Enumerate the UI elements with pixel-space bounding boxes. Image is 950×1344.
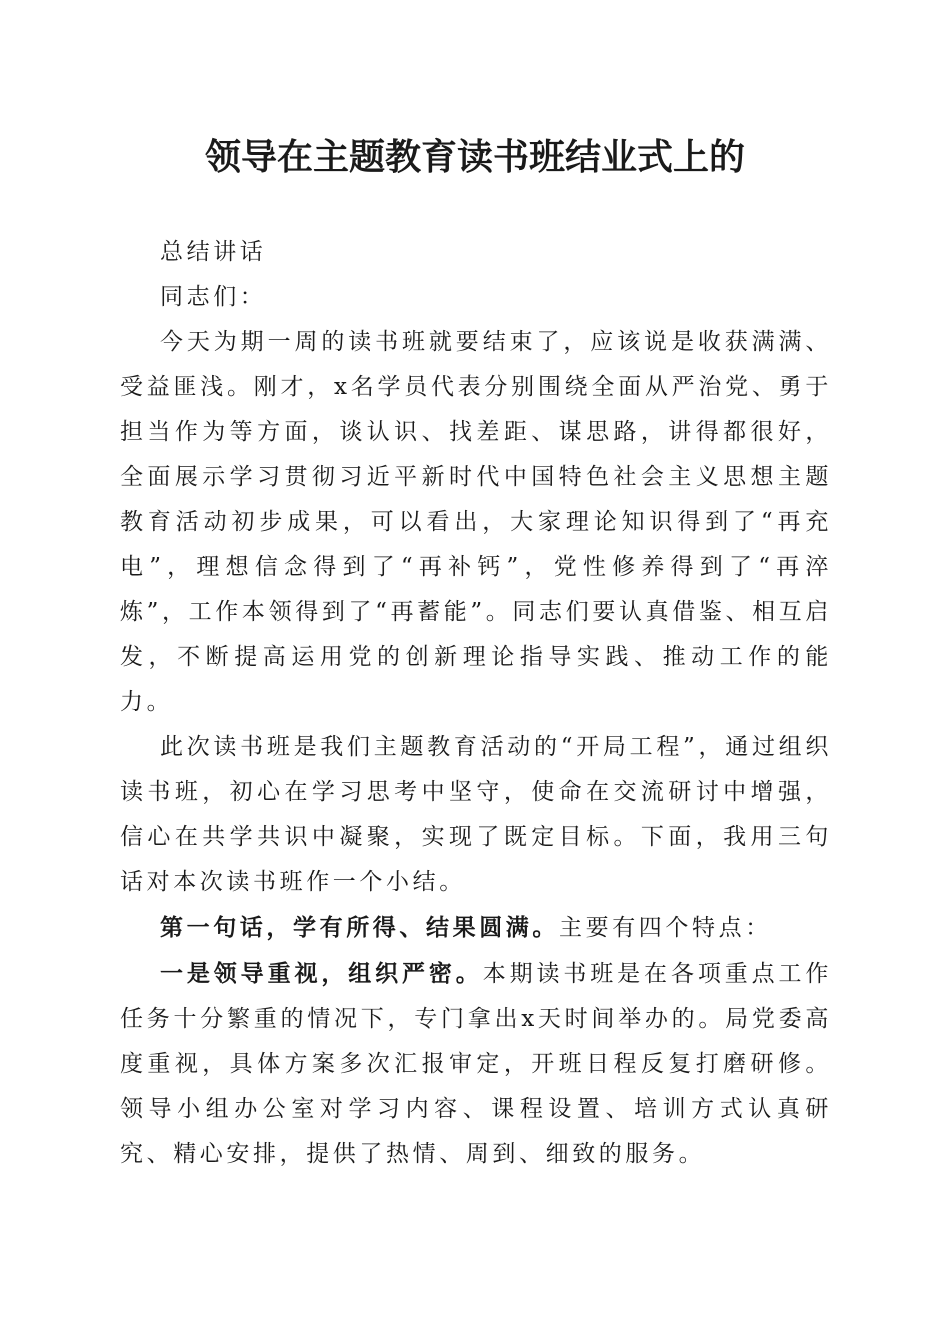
section-1-text: 主要有四个特点： — [559, 915, 772, 941]
section-1-paragraph — [120, 905, 832, 951]
document-body — [120, 230, 832, 1177]
document-title: 领导在主题教育读书班结业式上的 — [204, 136, 745, 178]
point-1-paragraph — [120, 951, 832, 1177]
point-1-heading: 一是领导重视，组织严密。 — [160, 960, 483, 987]
paragraph-2: 此次读书班是我们主题教育活动的“开局工程”，通过组织读书班，初心在学习思考中坚守，使命在交流研讨中增强，信心在共学共识中凝聚，实现了既定目标。下面，我用三句话对本次读书班作一个小结。 — [120, 734, 832, 895]
salutation: 同志们： — [160, 284, 267, 310]
section-1-heading: 第一句话，学有所得、结果圆满。 — [160, 914, 559, 941]
point-1-text: 本期读书班是在各项重点工作任务十分繁重的情况下，专门拿出x天时间举办的。局党委高度重视，具体方案多次汇报审定，开班日程反复打磨研修。领导小组办公室对学习内容、课程设置、培训方式认真研究、精心安排，提供了热情、周到、细致的服务。 — [120, 961, 832, 1167]
document-subtitle: 总结讲话 — [160, 239, 267, 265]
paragraph-1: 今天为期一周的读书班就要结束了，应该说是收获满满、受益匪浅。刚才，x名学员代表分别围绕全面从严治党、勇于担当作为等方面，谈认识、找差距、谋思路，讲得都很好，全面展示学习贯彻习近平新时代中国特色社会主义思想主题教育活动初步成果，可以看出，大家理论知识得到了“再充电”，理想信念得到了“再补钙”，党性修养得到了“再淬炼”，工作本领得到了“再蓄能”。同志们要认真借鉴、相互启发，不断提高运用党的创新理论指导实践、推动工作的能力。 — [120, 329, 832, 715]
